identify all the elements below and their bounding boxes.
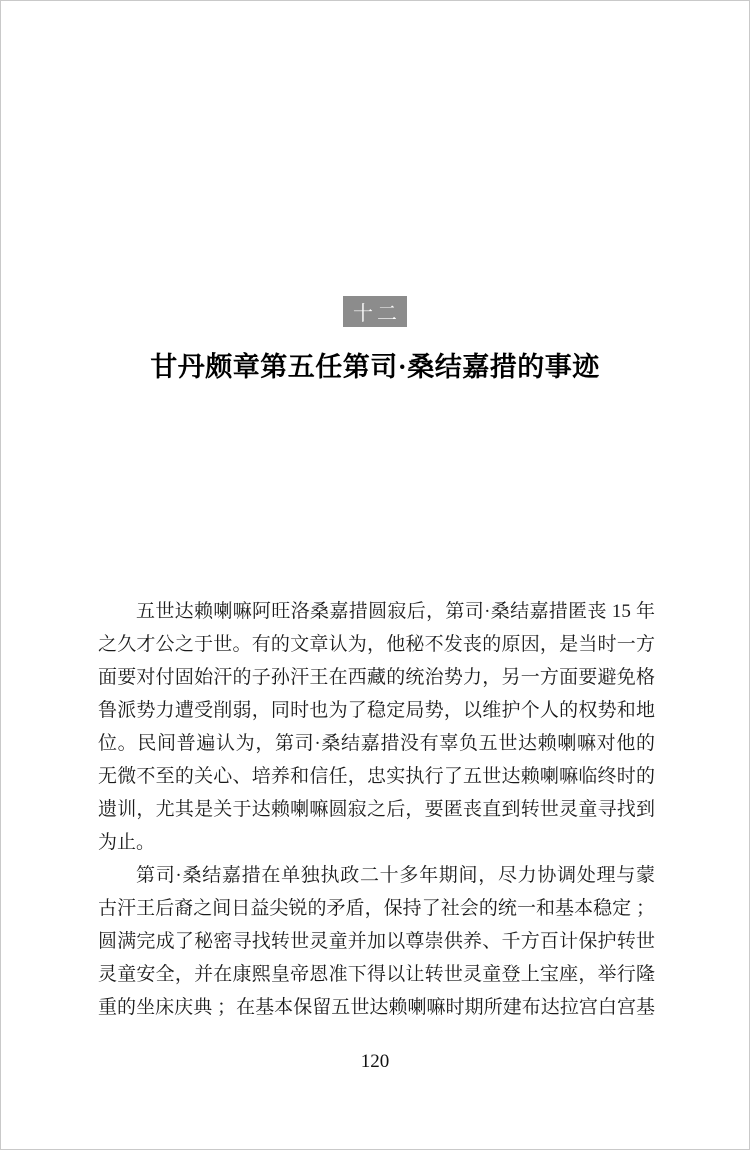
text-line: 圆满完成了秘密寻找转世灵童并加以尊崇供养、千方百计保护转世 [98,931,655,952]
text-line: 之久才公之于世。有的文章认为，他秘不发丧的原因，是当时一方 [98,634,655,655]
chapter-number-label: 十二 [353,303,401,325]
text-line: 遗训，尤其是关于达赖喇嘛圆寂之后，要匿丧直到转世灵童寻找到 [98,799,655,820]
body-text [98,595,655,1024]
paragraph [98,859,655,1024]
text-line: 第司·桑结嘉措在单独执政二十多年期间，尽力协调处理与蒙 [136,865,655,886]
paragraph [98,595,655,859]
text-line: 位。民间普遍认为，第司·桑结嘉措没有辜负五世达赖喇嘛对他的 [98,733,655,754]
chapter-title: 甘丹颇章第五任第司·桑结嘉措的事迹 [150,352,600,382]
text-line: 为止。 [98,832,156,853]
chapter-number-badge [343,296,407,327]
page-number: 120 [360,1051,390,1072]
text-line: 灵童安全，并在康熙皇帝恩准下得以让转世灵童登上宝座，举行隆 [98,964,655,985]
text-line: 无微不至的关心、培养和信任，忠实执行了五世达赖喇嘛临终时的 [98,766,655,787]
text-line: 面要对付固始汗的子孙汗王在西藏的统治势力，另一方面要避免格 [98,667,655,688]
text-line: 古汗王后裔之间日益尖锐的矛盾，保持了社会的统一和基本稳定 ； [98,898,655,919]
text-line: 鲁派势力遭受削弱，同时也为了稳定局势，以维护个人的权势和地 [98,700,655,721]
text-line: 重的坐床庆典 ；在基本保留五世达赖喇嘛时期所建布达拉宫白宫基 [98,997,655,1018]
text-line: 五世达赖喇嘛阿旺洛桑嘉措圆寂后，第司·桑结嘉措匿丧 15 年 [136,601,655,622]
